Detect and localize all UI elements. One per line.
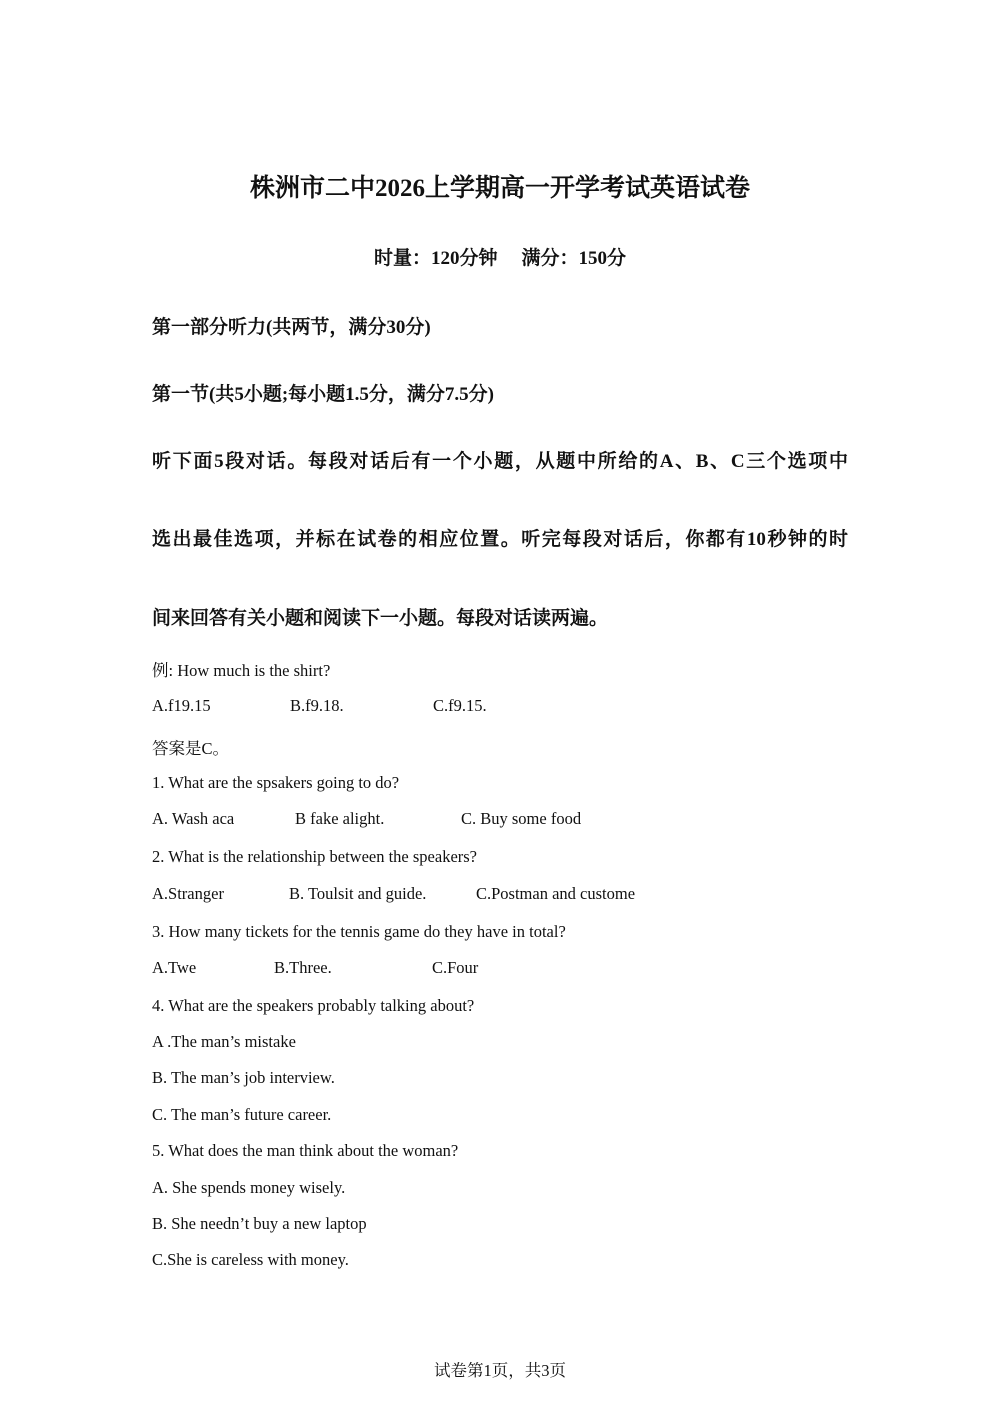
question-2-option-b: B. Toulsit and guide. [289,884,427,903]
instruction-line-1: 听下面5段对话。每段对话后有一个小题，从题中所给的A、B、C三个选项中 [152,451,848,472]
page-title: 株洲市二中2026上学期高一开学考试英语试卷 [249,175,750,202]
question-3-option-c: C.Four [432,958,479,977]
page-footer: 试卷第1页，共3页 [434,1361,566,1380]
example-question: 例: How much is the shirt? [152,661,331,680]
part1-heading: 第一部分听力(共两节，满分30分) [152,317,431,338]
instruction-line-3: 间来回答有关小题和阅读下一小题。每段对话读两遍。 [152,608,609,629]
question-1-option-c: C. Buy some food [461,809,582,828]
section1-heading: 第一节(共5小题;每小题1.5分，满分7.5分) [152,384,494,405]
example-option-c: C.f9.15. [433,696,487,715]
question-4: 4. What are the speakers probably talking about? [152,996,475,1015]
question-5: 5. What does the man think about the woman? [152,1141,459,1160]
exam-meta [0,243,1000,270]
example-option-b: B.f9.18. [290,696,344,715]
question-1-option-b: B fake alight. [295,809,385,828]
example-option-a: A.f19.15 [152,696,211,715]
question-3-option-b: B.Three. [274,958,332,977]
question-4-option-a: A .The man’s mistake [152,1032,296,1051]
question-3-option-a: A.Twe [152,958,197,977]
example-answer: 答案是C。 [152,739,230,758]
score-label: 满分：150分 [521,248,627,269]
question-4-option-c: C. The man’s future career. [152,1105,332,1124]
question-3: 3. How many tickets for the tennis game do they have in total? [152,922,566,941]
question-5-option-b: B. She needn’t buy a new laptop [152,1214,367,1233]
question-1: 1. What are the spsakers going to do? [152,773,400,792]
question-5-option-a: A. She spends money wisely. [152,1178,346,1197]
question-1-option-a: A. Wash aca [152,809,235,828]
question-2-option-c: C.Postman and custome [476,884,636,903]
question-2-option-a: A.Stranger [152,884,224,903]
question-5-option-c: C.She is careless with money. [152,1250,349,1269]
time-label: 时量：120分钟 [373,248,498,269]
question-4-option-b: B. The man’s job interview. [152,1068,335,1087]
instruction-line-2: 选出最佳选项，并标在试卷的相应位置。听完每段对话后，你都有10秒钟的时 [152,529,848,550]
question-2: 2. What is the relationship between the speakers? [152,847,478,866]
